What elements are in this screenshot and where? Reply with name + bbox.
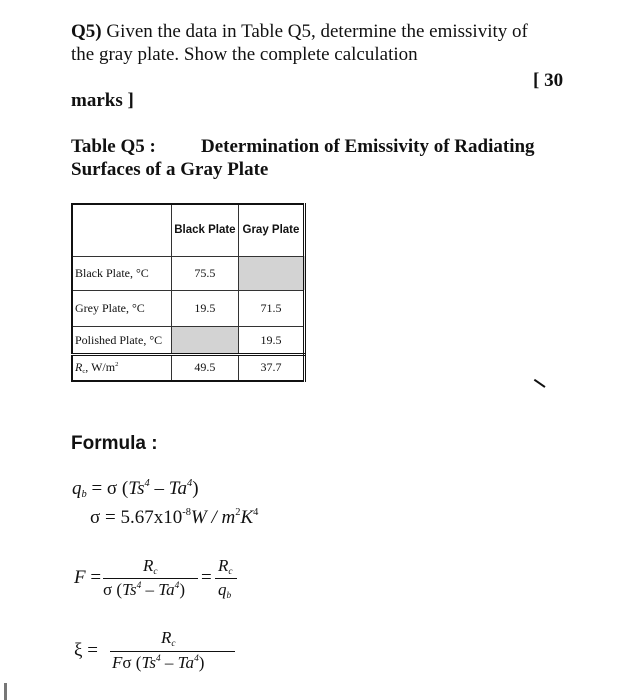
table-row [72, 290, 305, 326]
table-caption-line-2: Surfaces of a Gray Plate [71, 159, 269, 180]
sigma-value: 5.67x10 [120, 507, 183, 528]
cell-gray-shaded [238, 256, 304, 290]
sigma-exponent: -8 [182, 507, 191, 519]
formula-f-num1: $R_c$ [143, 556, 158, 577]
formula-f-num2: $R_c$ [218, 556, 233, 577]
table-caption-label: Table Q5 : [71, 136, 156, 157]
table-row [72, 327, 305, 354]
question-line-2: the gray plate. Show the complete calculation [71, 44, 418, 65]
formula-f-den1: σ (Ts$^4$ – Ta$^4$) [103, 580, 186, 599]
header-cell-gray-plate: Gray Plate [238, 204, 304, 256]
sigma-units-k: K [240, 507, 254, 528]
formula-f-den2: $q_b$ [218, 580, 232, 601]
marks-label: marks ] [71, 90, 134, 111]
formula-qb: $q_b = \sigma$ (Ts$^4$ – Ta$^4$) [72, 478, 199, 501]
cell-black: 49.5 [171, 354, 238, 381]
table-header-row [72, 204, 305, 256]
data-table [71, 203, 306, 382]
formula-xi-lhs: ξ = [74, 640, 98, 661]
cell-black: 75.5 [171, 256, 238, 290]
table-row [72, 256, 305, 290]
table-caption-title: Determination of Emissivity of Radiating [201, 136, 535, 157]
formula-xi-num: $R_c$ [161, 628, 176, 649]
question-number: Q5) [71, 21, 102, 42]
page-edge-mark [4, 683, 7, 700]
formula-f-equals: = [201, 567, 212, 588]
row-label: Grey Plate, °C [72, 290, 171, 326]
cell-gray: 71.5 [238, 290, 304, 326]
cell-gray: 37.7 [238, 354, 304, 381]
check-mark [531, 379, 545, 391]
question-text-1: Given the data in Table Q5, determine the emissivity of [101, 21, 528, 42]
formula-f-lhs: F = [74, 567, 102, 588]
table-row [72, 354, 305, 381]
formula-xi-fraction-bar [110, 651, 235, 652]
header-cell-black-plate: Black Plate [171, 204, 238, 256]
formula-sigma: $\sigma = 5.67x10^{-8}W / m^2K^4$ [90, 507, 259, 528]
formula-xi-den: Fσ (Ts$^4$ – Ta$^4$) [112, 653, 205, 672]
row-label [72, 256, 171, 290]
marks-value: [ 30 [533, 70, 564, 91]
cell-black-shaded [171, 327, 238, 354]
row-label-rc: $R_c$, $W/m^2$ [72, 354, 171, 381]
table-caption-line-1 [71, 136, 571, 158]
row-label: Polished Plate, °C [72, 327, 171, 354]
sigma-units-k-exp: 4 [253, 507, 259, 519]
formula-f-fraction-bar-2 [215, 578, 237, 579]
formula-heading: Formula : [71, 433, 158, 454]
header-cell-empty [72, 204, 171, 256]
question-line-1 [71, 21, 528, 43]
sigma-units-m-exp: 2 [235, 507, 241, 519]
cell-gray: 19.5 [238, 327, 304, 354]
sigma-units: W / m [190, 507, 236, 528]
row-label-text: Black Plate, °C [75, 265, 149, 280]
cell-black: 19.5 [171, 290, 238, 326]
formula-f-fraction-bar-1 [103, 578, 198, 579]
